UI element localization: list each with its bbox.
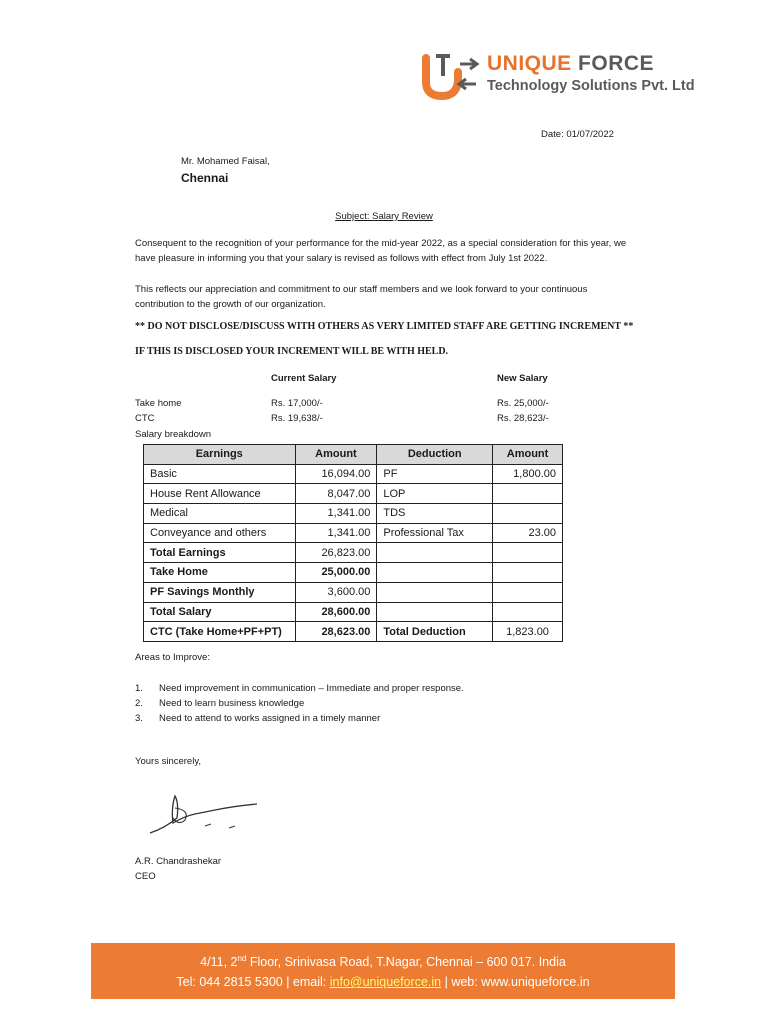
deduction-amount: 1,800.00 <box>493 464 563 484</box>
signature-image <box>145 788 265 840</box>
earning-amount: 1,341.00 <box>295 504 377 524</box>
deduction-amount <box>493 484 563 504</box>
table-row <box>144 504 563 524</box>
summary-label-ctc: CTC <box>135 413 155 424</box>
current-salary-header: Current Salary <box>271 373 337 384</box>
earning-amount: 8,047.00 <box>295 484 377 504</box>
email-link[interactable]: info@uniqueforce.in <box>329 975 442 990</box>
deduction-label <box>377 582 493 602</box>
recipient-name: Mr. Mohamed Faisal, <box>181 156 270 167</box>
earning-amount: 16,094.00 <box>295 464 377 484</box>
signer-role: CEO <box>135 871 156 882</box>
col-header-amount: Amount <box>493 445 563 465</box>
table-row <box>144 563 563 583</box>
summary-new-ctc: Rs. 28,623/- <box>497 413 549 424</box>
deduction-label: TDS <box>377 504 493 524</box>
company-name: UNIQUE FORCE <box>487 52 655 75</box>
table-header-row <box>144 445 563 465</box>
table-row <box>144 602 563 622</box>
areas-list <box>135 681 464 726</box>
footer-contact: Tel: 044 2815 5300 | email: info@uniqueforce.in | web: www.uniqueforce.in <box>176 975 590 990</box>
summary-current-ctc: Rs. 19,638/- <box>271 413 323 424</box>
table-row <box>144 582 563 602</box>
warning-line-1: ** DO NOT DISCLOSE/DISCUSS WITH OTHERS AS VERY LIMITED STAFF ARE GETTING INCREMENT ** <box>135 321 634 332</box>
summary-label-take-home: Take home <box>135 398 182 409</box>
earning-label: Conveyance and others <box>144 523 296 543</box>
signer-name: A.R. Chandrashekar <box>135 856 222 867</box>
earning-amount: 28,600.00 <box>295 602 377 622</box>
warning-line-2: IF THIS IS DISCLOSED YOUR INCREMENT WILL BE WITH HELD. <box>135 346 449 357</box>
salary-breakdown-table <box>143 444 563 642</box>
areas-title: Areas to Improve: <box>135 652 210 663</box>
deduction-label: LOP <box>377 484 493 504</box>
earning-label: Basic <box>144 464 296 484</box>
deduction-amount <box>493 582 563 602</box>
letter-date: Date: 01/07/2022 <box>541 129 614 140</box>
letter-subject: Subject: Salary Review <box>335 211 433 222</box>
summary-new-take-home: Rs. 25,000/- <box>497 398 549 409</box>
earning-amount: 1,341.00 <box>295 523 377 543</box>
deduction-label <box>377 543 493 563</box>
deduction-label: Professional Tax <box>377 523 493 543</box>
paragraph-intro: Consequent to the recognition of your performance for the mid-year 2022, as a special consideration for this year, we have pleasure in informing you that your salary is revised as follows with effect from July 1st 2022. <box>135 238 627 264</box>
earning-amount: 28,623.00 <box>295 622 377 642</box>
deduction-label <box>377 563 493 583</box>
earning-label: PF Savings Monthly <box>144 582 296 602</box>
footer-address: 4/11, 2nd Floor, Srinivasa Road, T.Nagar, Chennai – 600 017. India <box>200 954 566 970</box>
new-salary-header: New Salary <box>497 373 548 384</box>
earning-label: Total Salary <box>144 602 296 622</box>
paragraph-appreciation: This reflects our appreciation and commitment to our staff members and we look forward to your continuous contribution to the growth of our organization. <box>135 284 588 310</box>
table-row <box>144 622 563 642</box>
deduction-amount: 23.00 <box>493 523 563 543</box>
deduction-label <box>377 602 493 622</box>
earning-label: Medical <box>144 504 296 524</box>
earning-label: House Rent Allowance <box>144 484 296 504</box>
recipient-city: Chennai <box>181 171 229 185</box>
list-item: 2. Need to learn business knowledge <box>135 698 305 709</box>
deduction-amount <box>493 543 563 563</box>
table-row <box>144 464 563 484</box>
summary-current-take-home: Rs. 17,000/- <box>271 398 323 409</box>
list-item: 1. Need improvement in communication – Immediate and proper response. <box>135 683 464 694</box>
earning-label: Take Home <box>144 563 296 583</box>
table-row <box>144 543 563 563</box>
earning-label: CTC (Take Home+PF+PT) <box>144 622 296 642</box>
deduction-amount <box>493 602 563 622</box>
deduction-amount <box>493 563 563 583</box>
table-row <box>144 523 563 543</box>
company-tagline: Technology Solutions Pvt. Ltd <box>487 78 695 94</box>
deduction-amount <box>493 504 563 524</box>
closing-salutation: Yours sincerely, <box>135 756 202 767</box>
company-logo-icon <box>420 52 482 100</box>
col-header-earnings: Earnings <box>144 445 296 465</box>
earning-amount: 26,823.00 <box>295 543 377 563</box>
deduction-label: Total Deduction <box>377 622 493 642</box>
earning-amount: 25,000.00 <box>295 563 377 583</box>
salary-breakdown-label: Salary breakdown <box>135 429 212 440</box>
deduction-amount: 1,823.00 <box>493 622 563 642</box>
deduction-label: PF <box>377 464 493 484</box>
table-row <box>144 484 563 504</box>
earning-label: Total Earnings <box>144 543 296 563</box>
col-header-deduction: Deduction <box>377 445 493 465</box>
earning-amount: 3,600.00 <box>295 582 377 602</box>
footer-address-bar <box>91 943 675 999</box>
list-item: 3. Need to attend to works assigned in a timely manner <box>135 713 381 724</box>
col-header-amount: Amount <box>295 445 377 465</box>
